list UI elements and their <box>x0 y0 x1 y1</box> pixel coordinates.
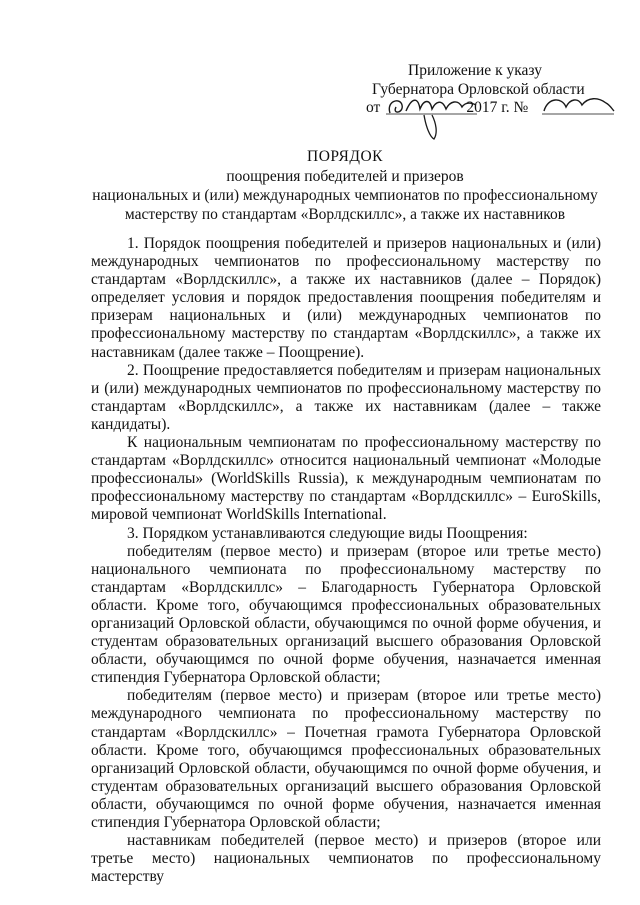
appendix-date-line <box>366 99 616 119</box>
title-line-2: поощрения победителей и призеров <box>226 168 464 185</box>
year-and-number-label: 2017 г. № <box>466 99 529 116</box>
paragraph-7: наставникам победителей (первое место) и призеров (второе или третье место) национальных чемпионатов по профессиональному мастерству <box>91 832 601 886</box>
paragraph-4: 3. Порядком устанавливаются следующие виды Поощрения: <box>127 524 528 542</box>
title-line-4: мастерству по стандартам «Ворлдскиллс», а также их наставников <box>124 206 566 223</box>
date-prefix: от <box>366 99 381 116</box>
paragraph-1: 1. Порядок поощрения победителей и призеров национальных и (или) международных чемпионатов по профессиональному мастерству по стандартам «Ворлдскиллс», а также их наставников (далее – Порядок) определяет условия и порядок предоставления поощрения победителям и призерам национальных и (или) международных чемпионатов по профессиональному мастерству по стандартам «Ворлдскиллс», а также их наставникам (далее также – Поощрение). <box>91 235 601 361</box>
appendix-line-1: Приложение к указу <box>408 62 542 79</box>
paragraph-6: победителям (первое место) и призерам (второе или третье место) международного чемпионата по профессиональному мастерству по стандартам «Ворлдскиллс» – Почетная грамота Губернатора Орловской области. Кроме того, обучающимся профессиональных образовательных организаций Орловской области, обучающимся по очной форме обучения, и студентам образовательных организаций высшего образования Орловской области, обучающимся по очной форме обучения, назначается именная стипендия Губернатора Орловской области; <box>91 687 601 831</box>
paragraph-3: К национальным чемпионатам по профессиональному мастерству по стандартам «Ворлдскиллс» относится национальный чемпионат «Молодые профессионалы» (WorldSkills Russia), к международным чемпионатам по профессиональному мастерству по стандартам «Ворлдскиллс» – EuroSkills, мировой чемпионат WorldSkills International. <box>91 434 601 524</box>
paragraph-2: 2. Поощрение предоставляется победителям и призерам национальных и (или) международных чемпионатов по профессиональному мастерству по стандартам «Ворлдскиллс», а также их наставникам (далее – также кандидаты). <box>91 361 601 433</box>
handwritten-date-signature <box>366 93 616 143</box>
appendix-header <box>366 62 616 119</box>
paragraph-5: победителям (первое место) и призерам (второе или третье место) национального чемпионата по профессиональному мастерству по стандартам «Ворлдскиллс» – Благодарность Губернатора Орловской области. Кроме того, обучающимся профессиональных образовательных организаций Орловской области, обучающимся по очной форме обучения, и студентам образовательных организаций высшего образования Орловской области, обучающимся по очной форме обучения, назначается именная стипендия Губернатора Орловской области; <box>91 542 601 687</box>
title-line-3: национальных и (или) международных чемпионатов по профессиональному <box>92 187 598 204</box>
document-heading: ПОРЯДОК <box>307 148 383 165</box>
document-body <box>91 235 601 886</box>
appendix-line-2: Губернатора Орловской области <box>372 80 585 98</box>
